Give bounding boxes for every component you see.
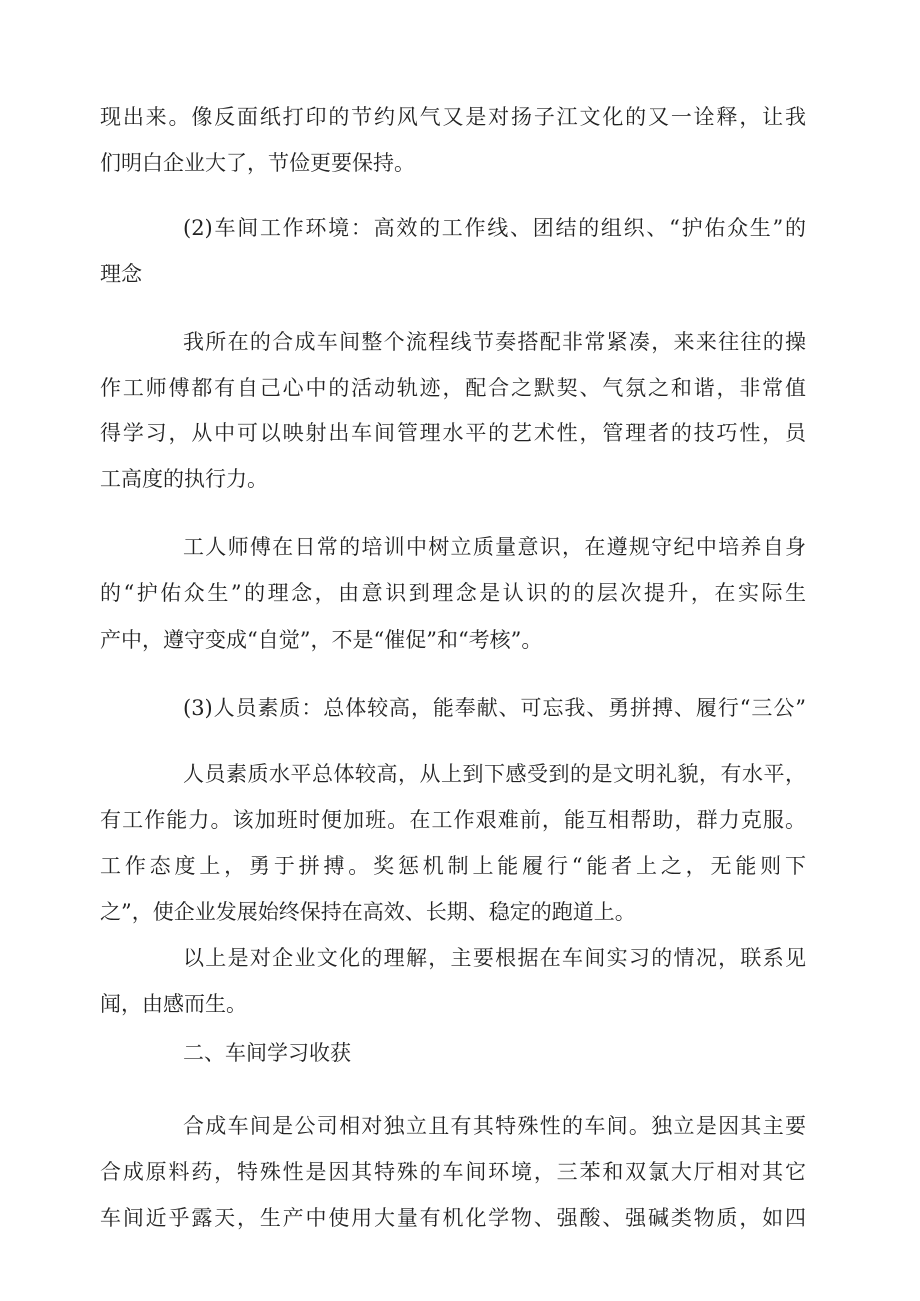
text-line: 车间近乎露天，生产中使用大量有机化学物、强酸、强碱类物质，如四 — [100, 1206, 806, 1230]
text-line: 合成原料药，特殊性是因其特殊的车间环境，三苯和双氯大厅相对其它 — [100, 1160, 806, 1184]
text-line: 工高度的执行力。 — [100, 467, 268, 491]
text-line: 现出来。像反面纸打印的节约风气又是对扬子江文化的又一诠释，让我 — [100, 105, 806, 129]
text-line: 闻，由感而生。 — [100, 992, 247, 1016]
text-line: 的“护佑众生”的理念，由意识到理念是认识的的层次提升，在实际生 — [100, 581, 806, 605]
text-line: 工人师傅在日常的培训中树立质量意识，在遵规守纪中培养自身 — [183, 535, 806, 559]
text-line: 有工作能力。该加班时便加班。在工作艰难前，能互相帮助，群力克服。 — [100, 808, 806, 832]
section-heading: (3)人员素质：总体较高，能奉献、可忘我、勇拼搏、履行“三公” — [183, 696, 806, 720]
text-line: 们明白企业大了，节俭更要保持。 — [100, 151, 415, 175]
text-line: 之”，使企业发展始终保持在高效、长期、稳定的跑道上。 — [100, 900, 636, 924]
text-line: 我所在的合成车间整个流程线节奏搭配非常紧凑，来来往往的操 — [183, 330, 806, 354]
section-heading: 二、车间学习收获 — [183, 1041, 351, 1065]
section-heading: (2)车间工作环境：高效的工作线、团结的组织、“护佑众生”的 — [183, 216, 806, 240]
text-line: 作工师傅都有自己心中的活动轨迹，配合之默契、气氛之和谐，非常值 — [100, 376, 806, 400]
text-line: 得学习，从中可以映射出车间管理水平的艺术性，管理者的技巧性，员 — [100, 421, 806, 445]
text-line: 合成车间是公司相对独立且有其特殊性的车间。独立是因其主要 — [183, 1114, 806, 1138]
text-line: 产中，遵守变成“自觉”，不是“催促”和“考核”。 — [100, 628, 543, 652]
section-heading: 理念 — [100, 262, 142, 286]
text-line: 人员素质水平总体较高，从上到下感受到的是文明礼貌，有水平， — [183, 762, 806, 786]
text-line: 以上是对企业文化的理解，主要根据在车间实习的情况，联系见 — [183, 946, 806, 970]
text-line: 工作态度上，勇于拼搏。奖惩机制上能履行“能者上之，无能则下 — [100, 854, 806, 878]
